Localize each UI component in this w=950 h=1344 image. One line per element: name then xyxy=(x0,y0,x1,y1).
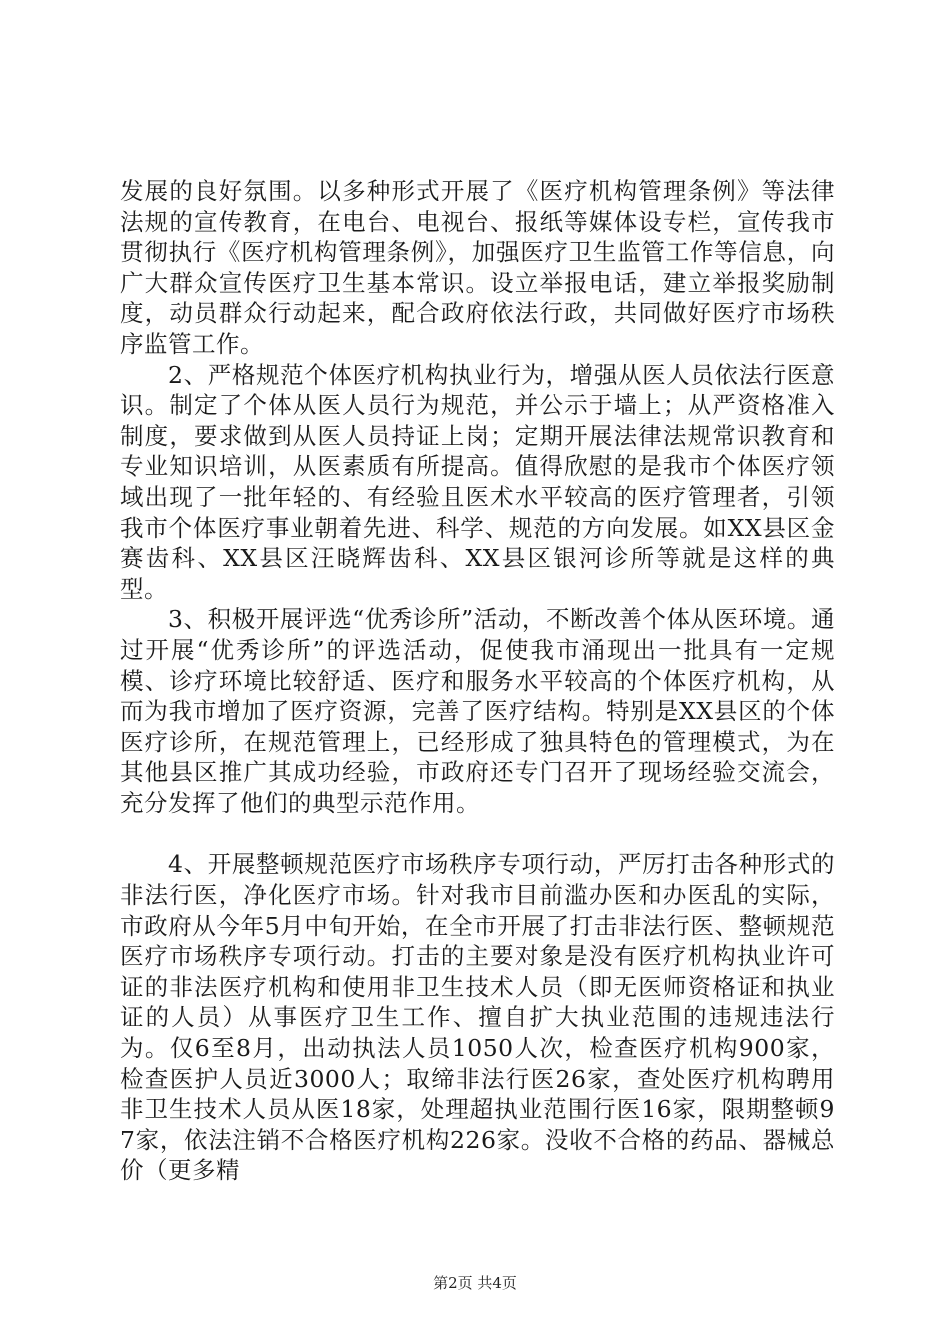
paragraph-3: 3、积极开展评选“优秀诊所”活动，不断改善个体从医环境。通过开展“优秀诊所”的评选活动，促使我市涌现出一批具有一定规模、诊疗环境比较舒适、医疗和服务水平较高的个体医疗机构，从而为我市增加了医疗资源，完善了医疗结构。特别是XX县区的个体医疗诊所，在规范管理上，已经形成了独具特色的管理模式，为在其他县区推广其成功经验，市政府还专门召开了现场经验交流会，充分发挥了他们的典型示范作用。 xyxy=(120,605,835,817)
paragraph-2: 2、严格规范个体医疗机构执业行为，增强从医人员依法行医意识。制定了个体从医人员行为规范，并公示于墙上；从严资格准入制度，要求做到从医人员持证上岗；定期开展法律法规常识教育和专业知识培训，从医素质有所提高。值得欣慰的是我市个体医疗领域出现了一批年轻的、有经验且医术水平较高的医疗管理者，引领我市个体医疗事业朝着先进、科学、规范的方向发展。如XX县区金赛齿科、XX县区汪晓辉齿科、XX县区银河诊所等就是这样的典型。 xyxy=(120,360,835,603)
paragraph-spacer xyxy=(120,818,835,849)
paragraph-4: 4、开展整顿规范医疗市场秩序专项行动，严厉打击各种形式的非法行医，净化医疗市场。针对我市目前滥办医和办医乱的实际，市政府从今年5月中旬开始，在全市开展了打击非法行医、整顿规范医疗市场秩序专项行动。打击的主要对象是没有医疗机构执业许可证的非法医疗机构和使用非卫生技术人员（即无医师资格证和执业证的人员）从事医疗卫生工作、擅自扩大执业范围的违规违法行为。仅6至8月，出动执法人员1050人次，检查医疗机构900家，检查医护人员近3000人；取缔非法行医26家，查处医疗机构聘用非卫生技术人员从医18家，处理超执业范围行医16家，限期整顿97家，依法注销不合格医疗机构226家。没收不合格的药品、器械总价（更多精 xyxy=(120,850,835,1185)
page-number-footer: 第2页 共4页 xyxy=(433,1274,517,1292)
paragraph-1: 发展的良好氛围。以多种形式开展了《医疗机构管理条例》等法律法规的宣传教育，在电台、电视台、报纸等媒体设专栏，宣传我市贯彻执行《医疗机构管理条例》，加强医疗卫生监管工作等信息，向广大群众宣传医疗卫生基本常识。设立举报电话，建立举报奖励制度，动员群众行动起来，配合政府依法行政，共同做好医疗市场秩序监管工作。 xyxy=(120,177,835,358)
document-body xyxy=(120,176,835,1186)
